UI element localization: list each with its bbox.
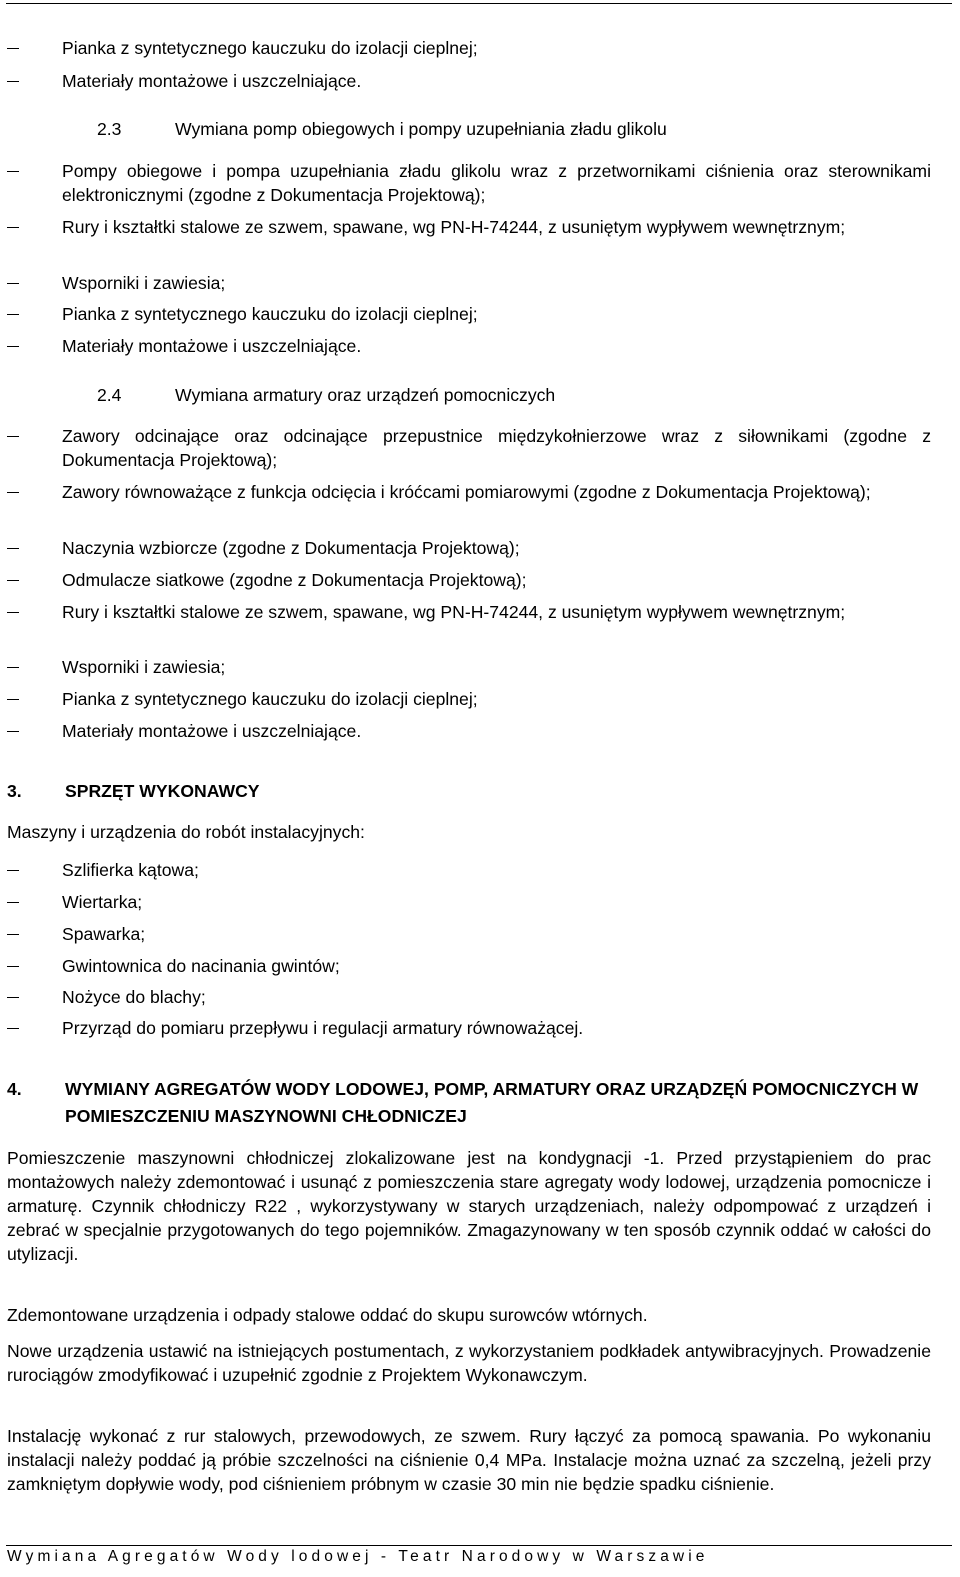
list-item-text: Materiały montażowe i uszczelniające.: [62, 71, 362, 91]
dash-bullet: [7, 934, 19, 935]
paragraph: Pomieszczenie maszynowni chłodniczej zlokalizowane jest na kondygnacji -1. Przed przystąpieniem do prac montażowych należy zdemontować i usunąć z pomieszczenia stare agregaty wody lodowej, urządzenia pomocnicze i armaturę. Czynnik chłodniczy R22 , wykorzystywany w starych urządzeniach, należy odpompować z urządzeń i zebrać w specjalnie przygotowanych do tego pojemników. Zmagazynowany w ten sposób czynnik oddać w całości do utylizacji.: [7, 1148, 931, 1264]
dash-bullet: [7, 699, 19, 700]
section-intro: Maszyny i urządzenia do robót instalacyjnych:: [7, 822, 365, 842]
list-item-text: Zawory odcinające oraz odcinające przepustnice międzykołnierzowe wraz z siłownikami (zgodne z Dokumentacja Projektową);: [62, 426, 931, 470]
subsection-title: Wymiana armatury oraz urządzeń pomocniczych: [175, 385, 556, 405]
dash-bullet: [7, 902, 19, 903]
section-number: 3.: [7, 781, 22, 801]
list-item-text: Naczynia wzbiorcze (zgodne z Dokumentacja Projektową);: [62, 538, 520, 558]
list-item-text: Przyrząd do pomiaru przepływu i regulacji armatury równoważącej.: [62, 1018, 584, 1038]
dash-bullet: [7, 346, 19, 347]
dash-bullet: [7, 492, 19, 493]
dash-bullet: [7, 171, 19, 172]
list-item-text: Wsporniki i zawiesia;: [62, 657, 226, 677]
list-item-text: Materiały montażowe i uszczelniające.: [62, 721, 362, 741]
section-title: WYMIANY AGREGATÓW WODY LODOWEJ, POMP, ARMATURY ORAZ URZĄDZĘŃ POMOCNICZYCH W POMIESZCZENIU MASZYNOWNI CHŁODNICZEJ: [65, 1079, 919, 1126]
section-number: 4.: [7, 1079, 22, 1099]
dash-bullet: [7, 731, 19, 732]
dash-bullet: [7, 870, 19, 871]
subsection-number: 2.4: [97, 385, 122, 405]
list-item-text: Wiertarka;: [62, 892, 143, 912]
list-item-text: Odmulacze siatkowe (zgodne z Dokumentacja Projektową);: [62, 570, 527, 590]
dash-bullet: [7, 1028, 19, 1029]
list-item-text: Nożyce do blachy;: [62, 987, 206, 1007]
dash-bullet: [7, 48, 19, 49]
footer-rule: [6, 1545, 952, 1546]
section-title: SPRZĘT WYKONAWCY: [65, 781, 260, 801]
list-item-text: Spawarka;: [62, 924, 146, 944]
dash-bullet: [7, 227, 19, 228]
list-item-text: Szlifierka kątowa;: [62, 860, 199, 880]
dash-bullet: [7, 966, 19, 967]
page-footer: Wymiana Agregatów Wody lodowej - Teatr Narodowy w Warszawie: [7, 1548, 709, 1565]
list-item-text: Pompy obiegowe i pompa uzupełniania zładu glikolu wraz z przetwornikami ciśnienia oraz sterownikami elektronicznymi (zgodne z Dokumentacja Projektową);: [62, 161, 931, 205]
dash-bullet: [7, 314, 19, 315]
dash-bullet: [7, 436, 19, 437]
paragraph: Zdemontowane urządzenia i odpady stalowe oddać do skupu surowców wtórnych.: [7, 1305, 648, 1325]
subsection-title: Wymiana pomp obiegowych i pompy uzupełniania zładu glikolu: [175, 119, 667, 139]
dash-bullet: [7, 997, 19, 998]
list-item-text: Pianka z syntetycznego kauczuku do izolacji cieplnej;: [62, 304, 478, 324]
dash-bullet: [7, 667, 19, 668]
dash-bullet: [7, 580, 19, 581]
list-item-text: Gwintownica do nacinania gwintów;: [62, 956, 340, 976]
header-rule: [6, 3, 952, 4]
list-item-text: Materiały montażowe i uszczelniające.: [62, 336, 362, 356]
list-item-text: Wsporniki i zawiesia;: [62, 273, 226, 293]
list-item-text: Pianka z syntetycznego kauczuku do izolacji cieplnej;: [62, 38, 478, 58]
dash-bullet: [7, 548, 19, 549]
dash-bullet: [7, 81, 19, 82]
list-item-text: Zawory równoważące z funkcja odcięcia i króćcami pomiarowymi (zgodne z Dokumentacja Projektową);: [62, 482, 871, 502]
subsection-number: 2.3: [97, 119, 122, 139]
dash-bullet: [7, 283, 19, 284]
list-item-text: Rury i kształtki stalowe ze szwem, spawane, wg PN-H-74244, z usuniętym wypływem wewnętrznym;: [62, 602, 846, 622]
paragraph: Nowe urządzenia ustawić na istniejących postumentach, z wykorzystaniem podkładek antywibracyjnych. Prowadzenie rurociągów zmodyfikować i uzupełnić zgodnie z Projektem Wykonawczym.: [7, 1341, 931, 1385]
dash-bullet: [7, 612, 19, 613]
paragraph: Instalację wykonać z rur stalowych, przewodowych, ze szwem. Rury łączyć za pomocą spawania. Po wykonaniu instalacji należy poddać ją próbie szczelności na ciśnienie 0,4 MPa. Instalacje można uznać za szczelną, jeżeli przy zamkniętym dopływie wody, pod ciśnieniem próbnym w czasie 30 min nie będzie spadku ciśnienie.: [7, 1426, 931, 1494]
list-item-text: Rury i kształtki stalowe ze szwem, spawane, wg PN-H-74244, z usuniętym wypływem wewnętrznym;: [62, 217, 846, 237]
list-item-text: Pianka z syntetycznego kauczuku do izolacji cieplnej;: [62, 689, 478, 709]
